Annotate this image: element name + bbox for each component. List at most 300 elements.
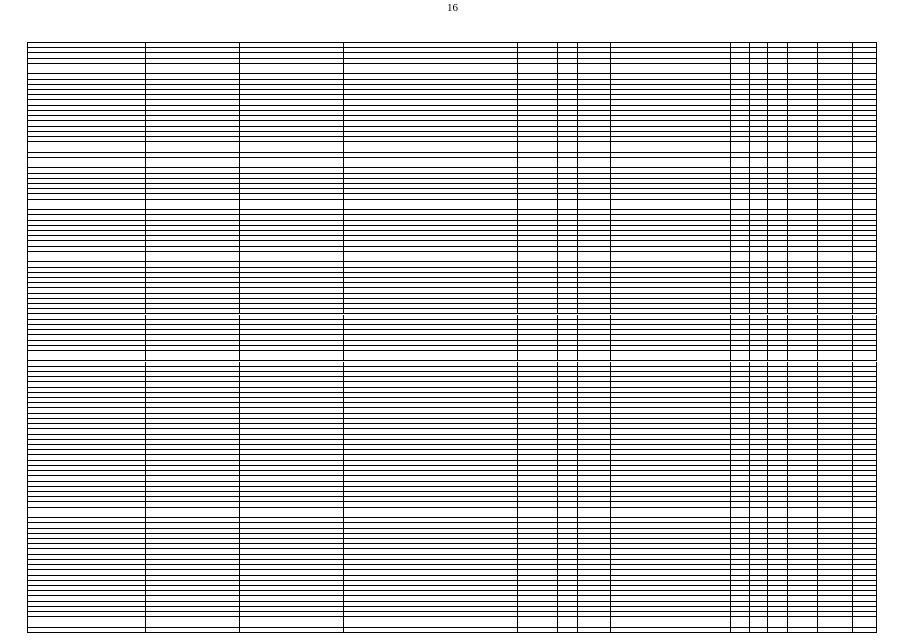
table-cell xyxy=(818,612,853,616)
table-cell xyxy=(611,502,731,506)
table-cell xyxy=(558,508,578,517)
table-cell xyxy=(611,111,731,115)
table-cell xyxy=(853,534,877,538)
table-cell xyxy=(788,450,818,454)
table-cell xyxy=(558,121,578,125)
table-cell xyxy=(146,565,240,569)
table-cell xyxy=(344,586,518,590)
table-cell xyxy=(146,508,240,517)
table-cell xyxy=(818,508,853,517)
table-cell xyxy=(731,607,750,611)
table-cell xyxy=(768,74,788,78)
table-cell xyxy=(818,461,853,465)
table-cell xyxy=(240,570,344,574)
table-cell xyxy=(146,294,240,298)
table-cell xyxy=(731,210,750,214)
table-cell xyxy=(28,398,146,402)
table-cell xyxy=(611,116,731,120)
table-cell xyxy=(28,581,146,585)
table-cell xyxy=(853,85,877,89)
table-cell xyxy=(578,116,611,120)
table-cell xyxy=(788,377,818,381)
table-cell xyxy=(731,419,750,423)
table-cell xyxy=(731,544,750,548)
table-cell xyxy=(344,518,518,522)
table-cell xyxy=(518,596,558,600)
table-cell xyxy=(788,502,818,506)
table-cell xyxy=(28,325,146,329)
table-cell xyxy=(731,95,750,99)
table-cell xyxy=(788,189,818,193)
table-cell xyxy=(28,341,146,345)
table-cell xyxy=(240,544,344,548)
table-cell xyxy=(750,466,768,470)
table-cell xyxy=(853,440,877,444)
table-cell xyxy=(146,315,240,319)
table-cell xyxy=(558,210,578,214)
table-cell xyxy=(818,445,853,449)
table-cell xyxy=(611,210,731,214)
table-cell xyxy=(750,325,768,329)
table-cell xyxy=(578,106,611,110)
table-cell xyxy=(146,184,240,188)
table-cell xyxy=(146,549,240,553)
table-cell xyxy=(146,236,240,240)
table-cell xyxy=(518,565,558,569)
table-cell xyxy=(518,247,558,251)
table-cell xyxy=(518,539,558,543)
table-cell xyxy=(240,408,344,412)
table-cell xyxy=(611,74,731,78)
table-cell xyxy=(558,518,578,522)
table-cell xyxy=(788,628,818,632)
table-cell xyxy=(518,529,558,533)
table-cell xyxy=(558,200,578,209)
table-cell xyxy=(146,325,240,329)
table-cell xyxy=(344,231,518,235)
table-cell xyxy=(768,116,788,120)
table-cell xyxy=(611,544,731,548)
table-cell xyxy=(578,377,611,381)
table-cell xyxy=(558,502,578,506)
table-cell xyxy=(611,278,731,282)
table-cell xyxy=(731,382,750,386)
table-cell xyxy=(146,382,240,386)
table-cell xyxy=(788,273,818,277)
table-cell xyxy=(768,388,788,392)
table-cell xyxy=(344,226,518,230)
table-cell xyxy=(558,398,578,402)
table-cell xyxy=(518,403,558,407)
table-cell xyxy=(853,602,877,606)
table-cell xyxy=(28,273,146,277)
table-cell xyxy=(344,367,518,371)
table-cell xyxy=(240,440,344,444)
table-cell xyxy=(611,168,731,172)
table-cell xyxy=(518,236,558,240)
table-cell xyxy=(768,341,788,345)
table-cell xyxy=(240,534,344,538)
table-cell xyxy=(518,262,558,266)
table-cell xyxy=(240,367,344,371)
table-cell xyxy=(818,90,853,94)
table-cell xyxy=(344,570,518,574)
table-cell xyxy=(611,294,731,298)
table-cell xyxy=(818,43,853,47)
table-cell xyxy=(853,607,877,611)
table-cell xyxy=(731,127,750,131)
table-cell xyxy=(558,570,578,574)
table-cell xyxy=(750,581,768,585)
table-cell xyxy=(344,116,518,120)
table-cell xyxy=(611,518,731,522)
table-cell xyxy=(788,74,818,78)
table-cell xyxy=(853,189,877,193)
table-cell xyxy=(818,602,853,606)
table-cell xyxy=(146,210,240,214)
table-cell xyxy=(558,142,578,151)
table-cell xyxy=(240,325,344,329)
table-cell xyxy=(578,555,611,559)
table-cell xyxy=(611,43,731,47)
table-cell xyxy=(731,502,750,506)
table-cell xyxy=(28,414,146,418)
table-cell xyxy=(750,429,768,433)
table-cell xyxy=(518,268,558,272)
table-cell xyxy=(731,424,750,428)
table-cell xyxy=(750,596,768,600)
table-cell xyxy=(611,388,731,392)
table-cell xyxy=(611,429,731,433)
table-cell xyxy=(818,241,853,245)
table-cell xyxy=(518,482,558,486)
table-cell xyxy=(240,106,344,110)
table-cell xyxy=(768,320,788,324)
table-cell xyxy=(240,612,344,616)
table-cell xyxy=(240,476,344,480)
table-row xyxy=(28,508,877,518)
table-cell xyxy=(818,53,853,57)
table-cell xyxy=(788,100,818,104)
table-cell xyxy=(788,576,818,580)
table-cell xyxy=(818,492,853,496)
table-cell xyxy=(731,576,750,580)
table-cell xyxy=(788,476,818,480)
table-cell xyxy=(518,299,558,303)
table-cell xyxy=(768,325,788,329)
table-cell xyxy=(240,508,344,517)
table-cell xyxy=(558,419,578,423)
table-cell xyxy=(558,158,578,167)
table-cell xyxy=(146,466,240,470)
table-cell xyxy=(518,487,558,491)
table-cell xyxy=(344,362,518,366)
table-cell xyxy=(818,393,853,397)
table-cell xyxy=(768,241,788,245)
table-cell xyxy=(818,487,853,491)
table-cell xyxy=(818,294,853,298)
table-cell xyxy=(731,377,750,381)
table-cell xyxy=(818,221,853,225)
table-cell xyxy=(818,64,853,73)
table-cell xyxy=(558,127,578,131)
table-cell xyxy=(518,346,558,350)
table-cell xyxy=(518,466,558,470)
table-cell xyxy=(344,529,518,533)
table-cell xyxy=(611,315,731,319)
table-cell xyxy=(558,174,578,178)
table-cell xyxy=(731,111,750,115)
table-cell xyxy=(344,221,518,225)
table-cell xyxy=(611,435,731,439)
table-cell xyxy=(750,106,768,110)
table-cell xyxy=(788,142,818,151)
table-cell xyxy=(750,508,768,517)
table-cell xyxy=(818,288,853,292)
table-cell xyxy=(853,424,877,428)
table-cell xyxy=(558,403,578,407)
table-cell xyxy=(28,388,146,392)
table-cell xyxy=(518,455,558,459)
table-cell xyxy=(768,377,788,381)
table-cell xyxy=(731,241,750,245)
table-cell xyxy=(558,247,578,251)
table-cell xyxy=(818,549,853,553)
table-cell xyxy=(558,346,578,350)
table-cell xyxy=(788,315,818,319)
table-cell xyxy=(750,64,768,73)
table-cell xyxy=(518,607,558,611)
table-cell xyxy=(750,403,768,407)
table-cell xyxy=(518,549,558,553)
table-cell xyxy=(344,80,518,84)
table-cell xyxy=(518,111,558,115)
table-cell xyxy=(240,80,344,84)
table-cell xyxy=(768,502,788,506)
table-cell xyxy=(750,539,768,543)
table-cell xyxy=(28,455,146,459)
table-cell xyxy=(344,492,518,496)
table-cell xyxy=(768,581,788,585)
table-cell xyxy=(611,85,731,89)
table-cell xyxy=(28,617,146,626)
table-cell xyxy=(518,534,558,538)
table-cell xyxy=(240,403,344,407)
table-cell xyxy=(818,529,853,533)
table-cell xyxy=(28,315,146,319)
table-cell xyxy=(558,179,578,183)
table-cell xyxy=(240,565,344,569)
table-cell xyxy=(768,403,788,407)
table-cell xyxy=(518,48,558,52)
table-cell xyxy=(344,549,518,553)
table-cell xyxy=(853,241,877,245)
table-cell xyxy=(731,476,750,480)
table-cell xyxy=(344,262,518,266)
table-cell xyxy=(818,111,853,115)
table-cell xyxy=(818,455,853,459)
table-cell xyxy=(344,372,518,376)
table-cell xyxy=(28,174,146,178)
table-cell xyxy=(240,262,344,266)
table-cell xyxy=(853,315,877,319)
table-cell xyxy=(146,174,240,178)
table-cell xyxy=(731,335,750,339)
table-cell xyxy=(731,523,750,527)
table-cell xyxy=(558,471,578,475)
table-cell xyxy=(788,278,818,282)
table-cell xyxy=(750,362,768,366)
table-cell xyxy=(578,335,611,339)
table-cell xyxy=(146,482,240,486)
table-cell xyxy=(731,53,750,57)
table-cell xyxy=(788,226,818,230)
table-cell xyxy=(578,617,611,626)
table-cell xyxy=(750,576,768,580)
table-cell xyxy=(146,408,240,412)
table-cell xyxy=(611,362,731,366)
table-cell xyxy=(853,283,877,287)
table-row xyxy=(28,142,877,152)
table-cell xyxy=(768,194,788,198)
table-cell xyxy=(788,215,818,219)
table-cell xyxy=(611,127,731,131)
table-cell xyxy=(28,435,146,439)
table-row xyxy=(28,351,877,361)
table-cell xyxy=(731,455,750,459)
table-cell xyxy=(768,586,788,590)
table-cell xyxy=(146,247,240,251)
table-cell xyxy=(518,502,558,506)
table-cell xyxy=(788,106,818,110)
table-cell xyxy=(578,153,611,157)
table-cell xyxy=(750,252,768,261)
table-cell xyxy=(240,581,344,585)
table-cell xyxy=(240,539,344,543)
table-cell xyxy=(853,518,877,522)
table-cell xyxy=(731,80,750,84)
table-cell xyxy=(818,48,853,52)
table-cell xyxy=(731,294,750,298)
table-cell xyxy=(240,482,344,486)
table-cell xyxy=(768,221,788,225)
table-cell xyxy=(611,628,731,632)
table-cell xyxy=(344,179,518,183)
table-cell xyxy=(240,341,344,345)
table-cell xyxy=(344,278,518,282)
table-cell xyxy=(578,445,611,449)
table-cell xyxy=(240,90,344,94)
table-cell xyxy=(240,231,344,235)
table-cell xyxy=(578,330,611,334)
table-cell xyxy=(240,466,344,470)
table-cell xyxy=(611,419,731,423)
table-cell xyxy=(240,549,344,553)
table-cell xyxy=(558,341,578,345)
table-cell xyxy=(558,194,578,198)
table-cell xyxy=(853,215,877,219)
table-cell xyxy=(344,555,518,559)
table-cell xyxy=(28,116,146,120)
table-row xyxy=(28,617,877,627)
table-cell xyxy=(344,466,518,470)
table-cell xyxy=(750,523,768,527)
table-cell xyxy=(344,377,518,381)
table-cell xyxy=(518,142,558,151)
table-cell xyxy=(611,476,731,480)
table-cell xyxy=(611,309,731,313)
table-cell xyxy=(611,231,731,235)
table-cell xyxy=(750,419,768,423)
table-cell xyxy=(611,576,731,580)
table-cell xyxy=(611,189,731,193)
table-cell xyxy=(28,320,146,324)
table-cell xyxy=(240,100,344,104)
table-cell xyxy=(750,372,768,376)
table-cell xyxy=(853,116,877,120)
table-cell xyxy=(518,127,558,131)
table-cell xyxy=(731,325,750,329)
table-cell xyxy=(146,341,240,345)
table-cell xyxy=(818,268,853,272)
table-cell xyxy=(146,429,240,433)
table-cell xyxy=(518,153,558,157)
table-cell xyxy=(240,85,344,89)
table-cell xyxy=(146,127,240,131)
table-cell xyxy=(578,59,611,63)
table-cell xyxy=(240,111,344,115)
table-cell xyxy=(28,210,146,214)
table-cell xyxy=(853,200,877,209)
table-cell xyxy=(788,398,818,402)
table-cell xyxy=(344,612,518,616)
table-cell xyxy=(344,403,518,407)
table-cell xyxy=(578,466,611,470)
table-cell xyxy=(768,487,788,491)
table-cell xyxy=(28,607,146,611)
table-cell xyxy=(578,137,611,141)
table-cell xyxy=(28,283,146,287)
table-cell xyxy=(28,508,146,517)
table-cell xyxy=(788,309,818,313)
table-cell xyxy=(853,184,877,188)
table-cell xyxy=(28,628,146,632)
table-cell xyxy=(853,210,877,214)
table-cell xyxy=(750,471,768,475)
table-cell xyxy=(28,236,146,240)
table-cell xyxy=(731,508,750,517)
table-cell xyxy=(344,398,518,402)
table-cell xyxy=(611,262,731,266)
table-cell xyxy=(28,268,146,272)
table-cell xyxy=(731,362,750,366)
table-cell xyxy=(818,414,853,418)
table-cell xyxy=(558,111,578,115)
table-cell xyxy=(518,398,558,402)
table-cell xyxy=(344,74,518,78)
table-cell xyxy=(578,241,611,245)
table-cell xyxy=(818,435,853,439)
table-cell xyxy=(818,74,853,78)
table-cell xyxy=(853,262,877,266)
table-cell xyxy=(750,424,768,428)
table-cell xyxy=(240,362,344,366)
table-cell xyxy=(768,497,788,501)
table-cell xyxy=(750,549,768,553)
table-cell xyxy=(750,121,768,125)
table-cell xyxy=(558,408,578,412)
table-cell xyxy=(578,393,611,397)
